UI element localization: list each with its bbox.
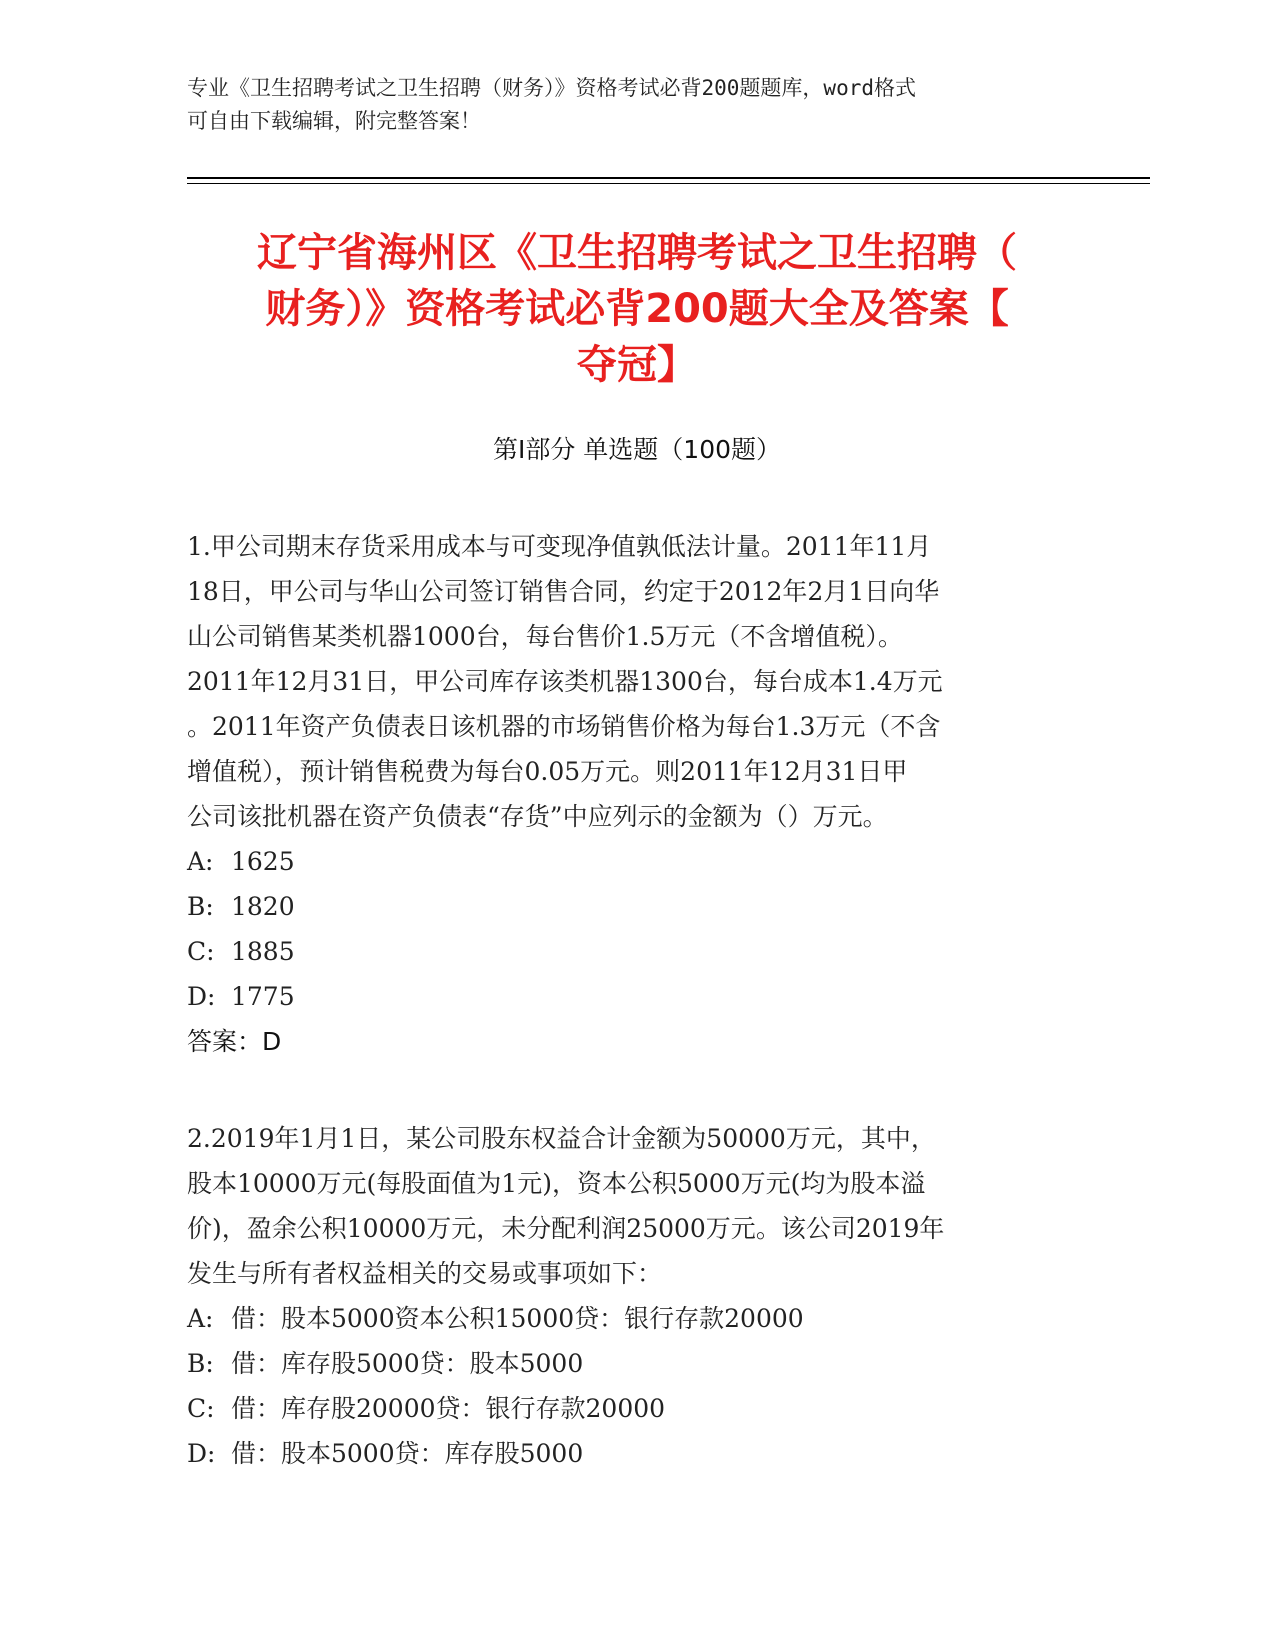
option-letter: A: [187,847,214,876]
option-list [187,1296,1087,1476]
title-line: 辽宁省海州区《卫生招聘考试之卫生招聘（ [257,230,1017,276]
section-heading: 第Ⅰ部分 单选题（100题） [492,435,782,464]
option-letter: B: [187,1349,214,1378]
question-line: 1.甲公司期末存货采用成本与可变现净值孰低法计量。2011年11月 [187,532,932,561]
option-text: 借：库存股5000贷：股本5000 [231,1349,584,1378]
option-c [187,1386,1087,1431]
option-letter: A: [187,1304,214,1333]
option-text: 借：股本5000资本公积15000贷：银行存款20000 [231,1304,804,1333]
question-2 [187,1116,1087,1476]
answer-text: 答案：D [187,1027,282,1056]
option-text: 1885 [231,937,295,966]
question-line: 增值税），预计销售税费为每台0.05万元。则2011年12月31日甲 [187,757,908,786]
question-line: 价)，盈余公积10000万元，未分配利润25000万元。该公司2019年 [187,1214,945,1243]
option-letter: C: [187,937,215,966]
option-list [187,839,1087,1019]
title-line: 夺冠】 [577,342,697,388]
question-line: 山公司销售某类机器1000台，每台售价1.5万元（不含增值税）。 [187,622,903,651]
option-letter: B: [187,892,214,921]
question-line: 18日，甲公司与华山公司签订销售合同，约定于2012年2月1日向华 [187,577,940,606]
option-a [187,1296,1087,1341]
title-line: 财务）》资格考试必背200题大全及答案【 [265,286,1009,332]
document-title [187,225,1087,393]
option-d [187,1431,1087,1476]
question-line: 。2011年资产负债表日该机器的市场销售价格为每台1.3万元（不含 [187,712,941,741]
option-text: 借：库存股20000贷：银行存款20000 [231,1394,666,1423]
header-note-line: 专业《卫生招聘考试之卫生招聘（财务）》资格考试必背200题题库，word格式 [187,76,916,100]
option-letter: D: [187,1439,216,1468]
question-line: 2011年12月31日，甲公司库存该类机器1300台，每台成本1.4万元 [187,667,943,696]
option-text: 1775 [231,982,295,1011]
header-divider [187,177,1150,179]
option-text: 1820 [231,892,295,921]
option-d [187,974,1087,1019]
header-note [187,72,1067,138]
question-line: 股本10000万元(每股面值为1元)，资本公积5000万元(均为股本溢 [187,1169,926,1198]
option-b [187,1341,1087,1386]
question-text [187,1116,1087,1296]
option-a [187,839,1087,884]
option-text: 借：股本5000贷：库存股5000 [231,1439,584,1468]
question-text [187,524,1087,839]
question-line: 发生与所有者权益相关的交易或事项如下： [187,1259,663,1288]
option-b [187,884,1087,929]
option-letter: D: [187,982,216,1011]
option-text: 1625 [231,847,295,876]
option-letter: C: [187,1394,215,1423]
header-note-line: 可自由下载编辑，附完整答案！ [187,109,481,133]
question-line: 公司该批机器在资产负债表“存货”中应列示的金额为（）万元。 [187,802,888,831]
question-1 [187,524,1087,1064]
question-line: 2.2019年1月1日，某公司股东权益合计金额为50000万元，其中， [187,1124,936,1153]
option-c [187,929,1087,974]
header-divider-thin [187,183,1150,184]
